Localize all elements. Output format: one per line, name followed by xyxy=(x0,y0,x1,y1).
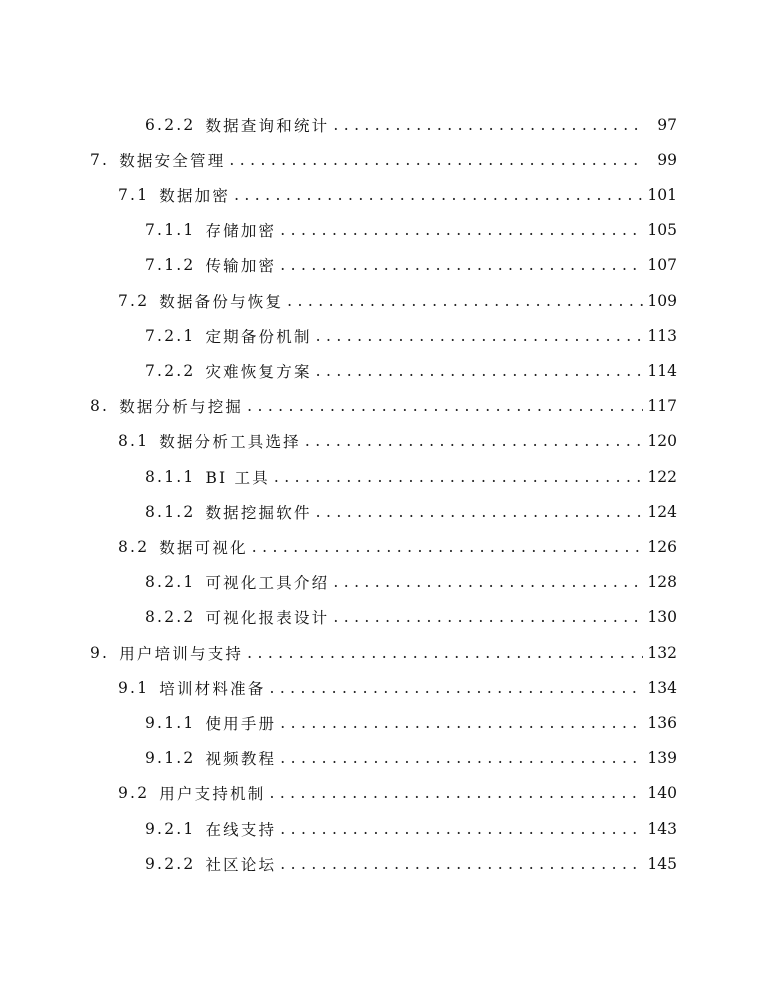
toc-entry[interactable] xyxy=(145,213,677,248)
toc-entry-page-number: 120 xyxy=(647,432,677,451)
dot-leader xyxy=(252,538,643,556)
toc-entry[interactable] xyxy=(90,389,677,424)
toc-entry-page-number: 134 xyxy=(647,678,677,697)
toc-entry-page-number: 105 xyxy=(647,221,677,240)
dot-leader xyxy=(280,714,643,732)
toc-entry-title: 灾难恢复方案 xyxy=(205,362,312,381)
dot-leader xyxy=(333,608,643,626)
toc-entry-number: 7.1.2 xyxy=(145,256,196,275)
toc-entry-title: 视频教程 xyxy=(205,750,277,769)
toc-entry-page-number: 109 xyxy=(647,291,677,310)
toc-entry-number: 6.2.2 xyxy=(145,115,196,134)
toc-entry-title: 数据分析工具选择 xyxy=(159,433,301,452)
toc-entry-page-number: 97 xyxy=(657,115,677,134)
toc-entry-number: 8.2.1 xyxy=(145,573,196,592)
toc-entry-title: 用户支持机制 xyxy=(159,785,266,804)
toc-entry[interactable] xyxy=(145,353,677,388)
toc-entry[interactable] xyxy=(90,635,677,670)
toc-entry-page-number: 113 xyxy=(647,326,677,345)
toc-entry-page-number: 107 xyxy=(647,256,677,275)
dot-leader xyxy=(333,573,643,591)
dot-leader xyxy=(280,855,643,873)
dot-leader xyxy=(316,327,643,345)
toc-entry-number: 8.2 xyxy=(118,537,150,556)
toc-entry[interactable] xyxy=(118,177,677,212)
toc-entry-number: 8.1 xyxy=(118,432,150,451)
toc-entry[interactable] xyxy=(145,318,677,353)
toc-entry-title: 传输加密 xyxy=(205,257,277,276)
toc-entry-page-number: 145 xyxy=(647,854,677,873)
toc-entry-title: BI 工具 xyxy=(205,468,270,487)
toc-entry[interactable] xyxy=(145,565,677,600)
dot-leader xyxy=(269,784,643,802)
toc-entry-page-number: 126 xyxy=(647,537,677,556)
toc-entry-number: 7. xyxy=(90,150,110,169)
toc-entry-number: 8.1.1 xyxy=(145,467,196,486)
toc-entry-page-number: 143 xyxy=(647,819,677,838)
toc-entry[interactable] xyxy=(145,248,677,283)
toc-entry[interactable] xyxy=(145,107,677,142)
toc-entry[interactable] xyxy=(145,459,677,494)
toc-entry-title: 定期备份机制 xyxy=(205,327,312,346)
dot-leader xyxy=(333,116,643,134)
toc-entry-number: 7.2 xyxy=(118,291,150,310)
toc-entry-title: 数据分析与挖掘 xyxy=(119,398,244,417)
toc-entry[interactable] xyxy=(118,529,677,564)
toc-entry-page-number: 136 xyxy=(647,713,677,732)
toc-entry[interactable] xyxy=(145,705,677,740)
toc-entry[interactable] xyxy=(118,670,677,705)
toc-entry[interactable] xyxy=(145,846,677,881)
toc-entry-title: 在线支持 xyxy=(205,820,277,839)
toc-entry-title: 数据加密 xyxy=(159,186,231,205)
toc-entry[interactable] xyxy=(145,811,677,846)
dot-leader xyxy=(269,679,643,697)
toc-entry-title: 数据挖掘软件 xyxy=(205,503,312,522)
dot-leader xyxy=(316,362,643,380)
toc-entry-title: 培训材料准备 xyxy=(159,679,266,698)
toc-entry-page-number: 101 xyxy=(647,185,677,204)
toc-entry-page-number: 124 xyxy=(647,502,677,521)
toc-entry[interactable] xyxy=(145,741,677,776)
dot-leader xyxy=(316,503,643,521)
toc-entry-title: 使用手册 xyxy=(205,714,277,733)
toc-entry-number: 7.1 xyxy=(118,185,150,204)
toc-entry[interactable] xyxy=(145,600,677,635)
toc-entry-title: 可视化工具介绍 xyxy=(205,574,330,593)
dot-leader xyxy=(247,644,643,662)
toc-entry-title: 数据安全管理 xyxy=(119,151,226,170)
dot-leader xyxy=(274,468,643,486)
toc-entry[interactable] xyxy=(118,283,677,318)
dot-leader xyxy=(305,432,643,450)
toc-entry-number: 9.1 xyxy=(118,678,150,697)
toc-entry-title: 社区论坛 xyxy=(205,855,277,874)
toc-entry-number: 9.1.1 xyxy=(145,713,196,732)
toc-entry-number: 8. xyxy=(90,397,110,416)
dot-leader xyxy=(247,397,643,415)
toc-entry-title: 数据查询和统计 xyxy=(205,116,330,135)
toc-entry-title: 数据备份与恢复 xyxy=(159,292,284,311)
toc-entry-number: 8.1.2 xyxy=(145,502,196,521)
toc-entry-number: 9. xyxy=(90,643,110,662)
toc-entry[interactable] xyxy=(145,494,677,529)
dot-leader xyxy=(229,151,643,169)
toc-entry-number: 9.1.2 xyxy=(145,749,196,768)
toc-entry-number: 9.2.2 xyxy=(145,854,196,873)
toc-entry-number: 8.2.2 xyxy=(145,608,196,627)
toc-entry-number: 7.1.1 xyxy=(145,221,196,240)
dot-leader xyxy=(234,186,643,204)
toc-entry[interactable] xyxy=(90,142,677,177)
toc-entry-page-number: 122 xyxy=(647,467,677,486)
toc-entry-number: 9.2 xyxy=(118,784,150,803)
toc-entry-number: 7.2.1 xyxy=(145,326,196,345)
toc-entry-title: 数据可视化 xyxy=(159,538,248,557)
toc-entry-page-number: 140 xyxy=(647,784,677,803)
toc-entry-title: 用户培训与支持 xyxy=(119,644,244,663)
dot-leader xyxy=(280,749,643,767)
toc-entry-page-number: 132 xyxy=(647,643,677,662)
toc-entry-page-number: 117 xyxy=(647,397,677,416)
toc-entry-page-number: 139 xyxy=(647,749,677,768)
dot-leader xyxy=(280,221,643,239)
toc-entry-number: 7.2.2 xyxy=(145,361,196,380)
toc-entry-page-number: 130 xyxy=(647,608,677,627)
toc-entry-page-number: 128 xyxy=(647,573,677,592)
toc-entry-page-number: 99 xyxy=(657,150,677,169)
toc-entry-number: 9.2.1 xyxy=(145,819,196,838)
dot-leader xyxy=(280,820,643,838)
dot-leader xyxy=(287,292,643,310)
toc-entry[interactable] xyxy=(118,776,677,811)
toc-entry-title: 可视化报表设计 xyxy=(205,609,330,628)
dot-leader xyxy=(280,256,643,274)
toc-entry-title: 存储加密 xyxy=(205,222,277,241)
toc-entry-page-number: 114 xyxy=(647,361,677,380)
toc-entry[interactable] xyxy=(118,424,677,459)
